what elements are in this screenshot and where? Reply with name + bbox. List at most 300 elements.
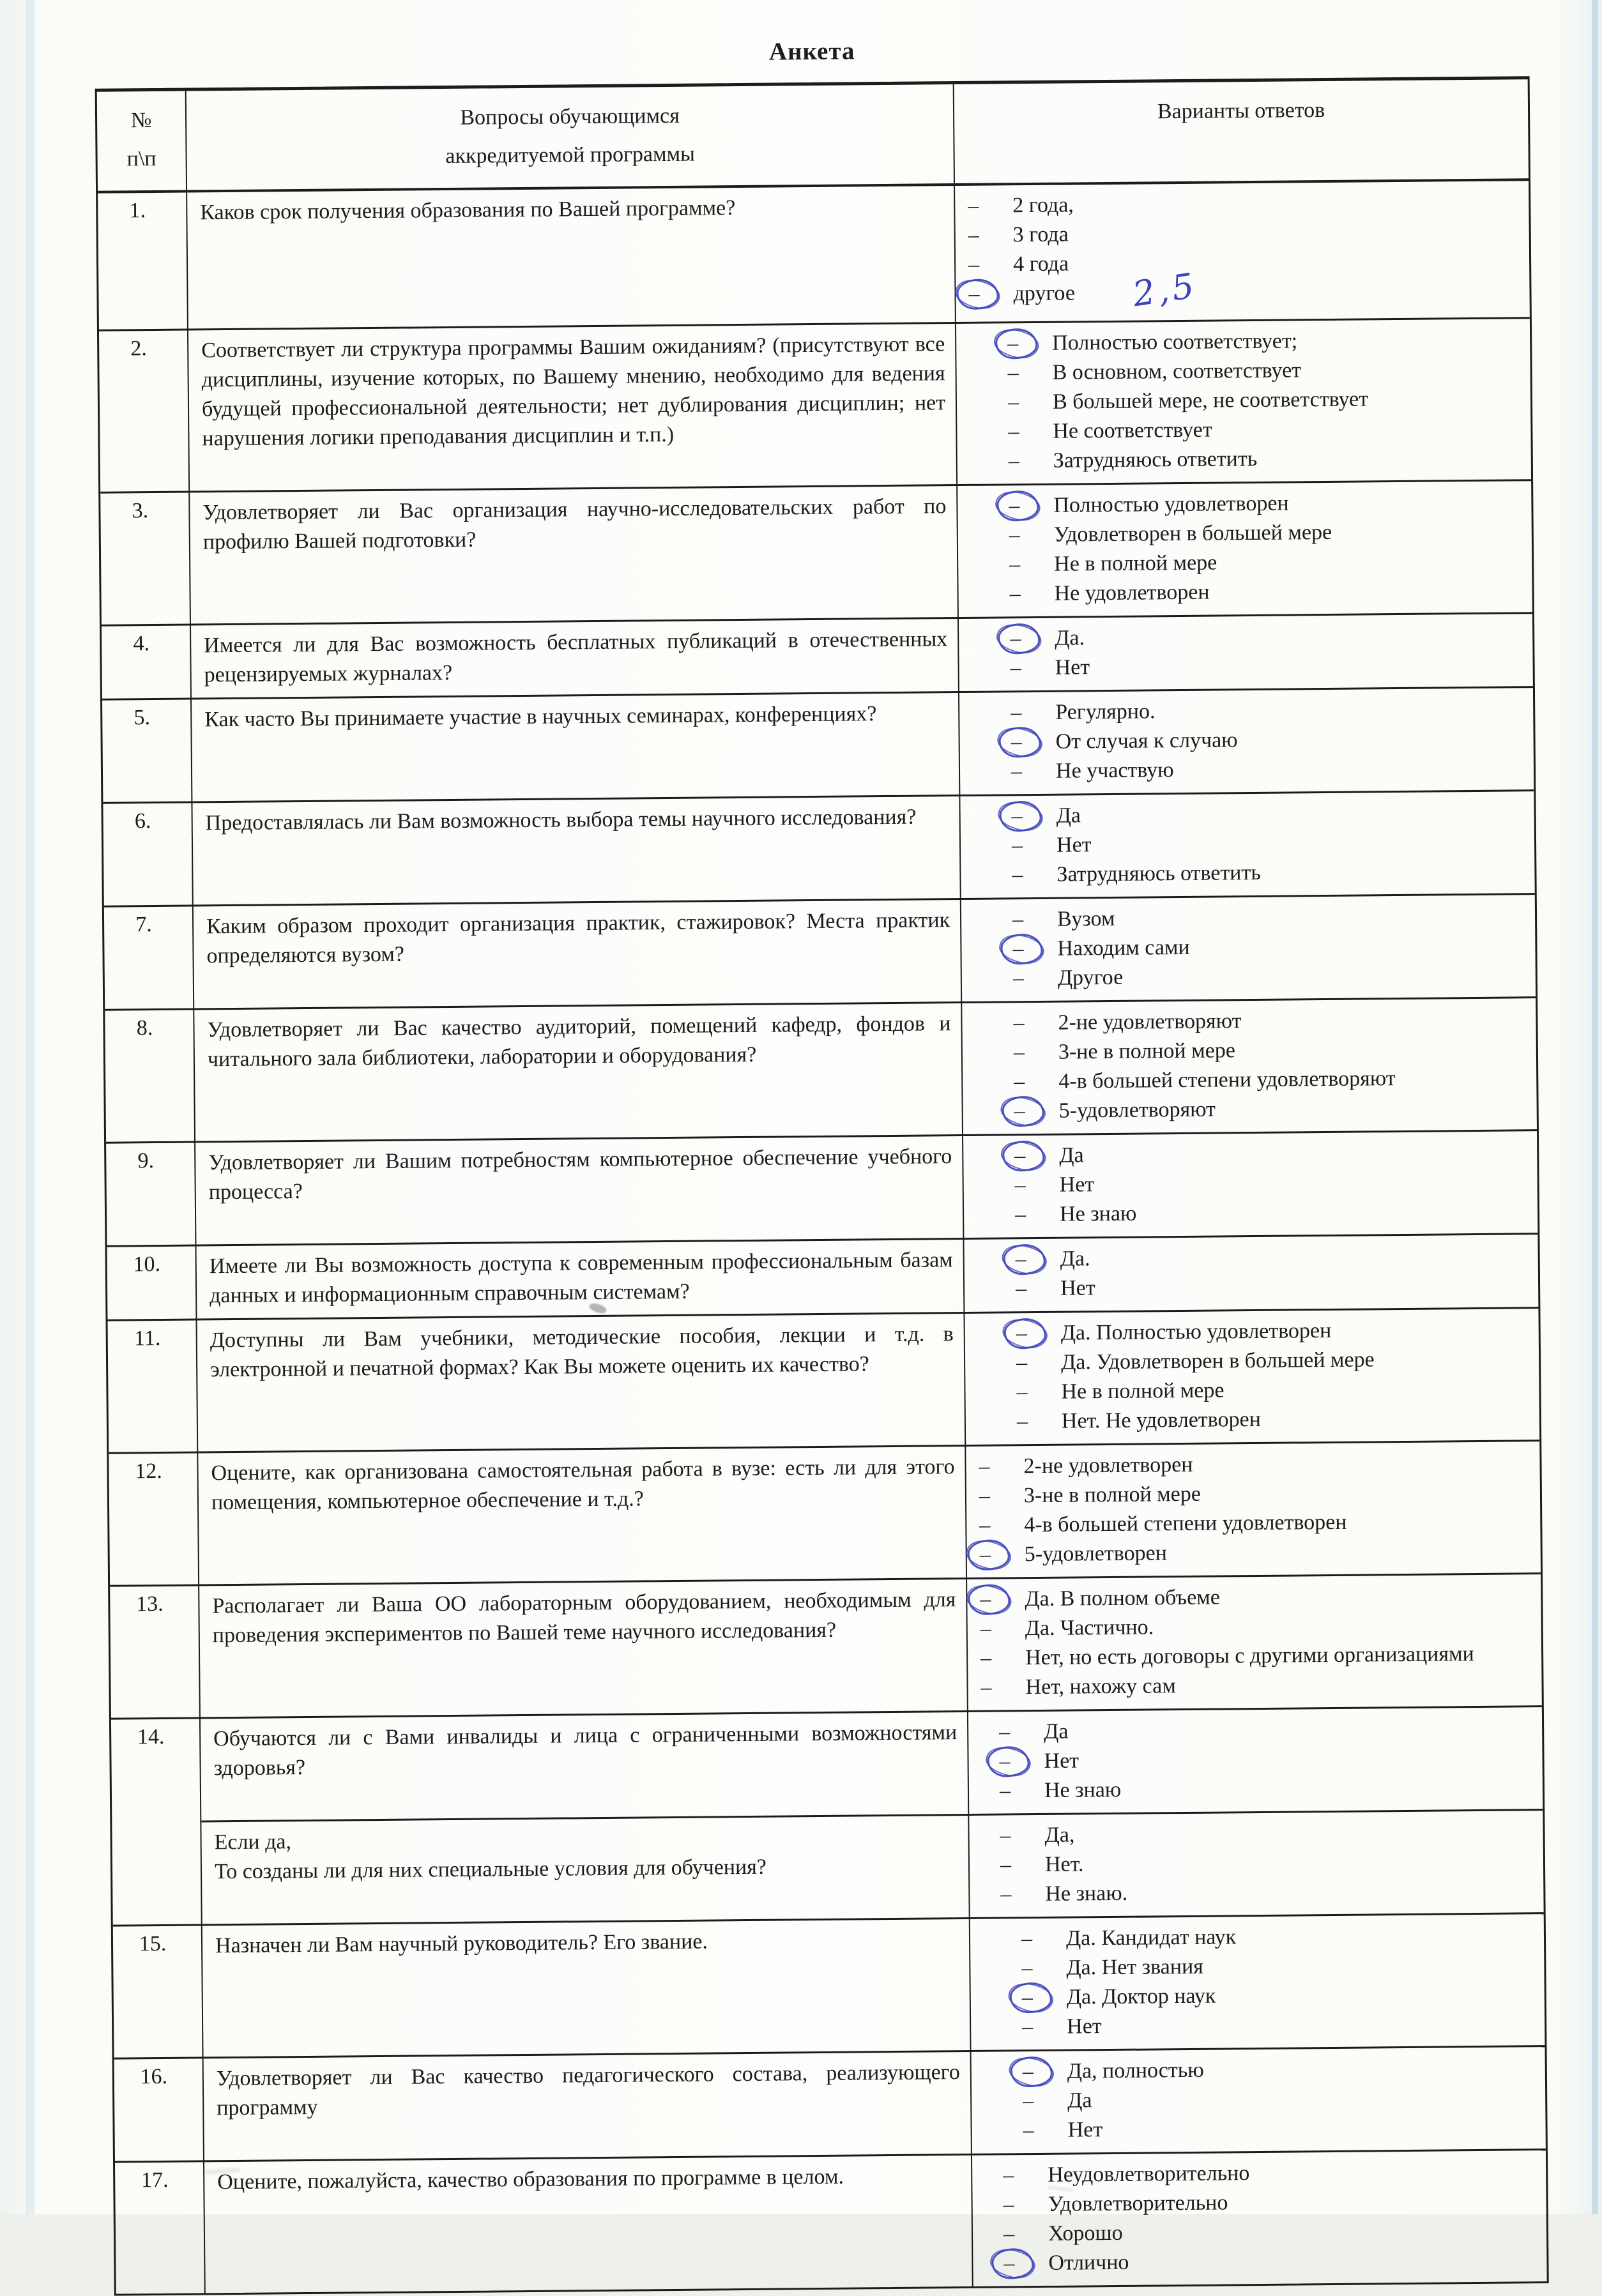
option-dash: [979, 1481, 1024, 1511]
table-row: [102, 688, 1534, 804]
row-number: 1.: [129, 199, 146, 223]
answer-option: [1016, 1240, 1533, 1274]
option-dash: [968, 220, 1013, 250]
answer-option: [1011, 752, 1529, 786]
row-number: 10.: [133, 1252, 161, 1277]
answer-option: [1011, 723, 1528, 757]
dash-glyph: –: [1007, 390, 1019, 414]
dash-glyph: –: [1012, 908, 1024, 932]
option-text: Не в полной мере: [1054, 551, 1217, 576]
row-number-cell: [115, 2162, 206, 2293]
option-dash: [1022, 1983, 1067, 2013]
option-text: Да.: [1060, 1247, 1090, 1271]
option-dash: [968, 250, 1013, 280]
table-row: [113, 1914, 1545, 2060]
row-number: 7.: [135, 913, 152, 937]
question-cell: [194, 1003, 963, 1143]
option-dash: [1008, 388, 1053, 418]
dash-glyph: –: [1011, 804, 1023, 828]
option-text: 2-не удовлетворяют: [1058, 1009, 1242, 1035]
answers-cell: [965, 1309, 1539, 1447]
answer-option: [968, 186, 1523, 221]
option-dash: [1023, 2057, 1067, 2087]
option-dash: [1014, 1067, 1058, 1097]
option-text: Хорошо: [1048, 2221, 1123, 2246]
table-row: [100, 481, 1532, 627]
dash-glyph: –: [980, 1587, 991, 1611]
option-text: Нет: [1055, 655, 1090, 680]
question-text: Удовлетворяет ли Вас качество аудиторий, помещений кафедр, фондов и читального зала библиотеки, лаборатории и оборудования?: [207, 1012, 951, 1072]
option-dash: [1014, 1038, 1058, 1068]
dash-glyph: –: [1007, 361, 1019, 385]
dash-glyph: –: [1014, 1099, 1025, 1123]
dash-glyph: –: [979, 1513, 991, 1537]
option-text: Не знаю.: [1045, 1881, 1128, 1906]
answer-option: [980, 1609, 1536, 1644]
option-dash: [1014, 1097, 1058, 1127]
table-row: [109, 1441, 1541, 1587]
option-text: Да. Доктор наук: [1066, 1984, 1216, 2009]
options-list: [955, 186, 1525, 314]
answer-option: [1014, 1137, 1532, 1171]
dash-glyph: –: [1016, 1351, 1028, 1375]
answer-option: [1009, 442, 1526, 476]
question-text: Обучаются ли с Вами инвалиды и лица с ограниченными возможностями здоровья?: [213, 1721, 957, 1781]
row-number-cell: [108, 1320, 199, 1454]
answer-option: [1016, 1270, 1533, 1304]
answer-option: [1022, 2008, 1539, 2042]
answers-cell: [957, 481, 1532, 619]
option-text: Отлично: [1048, 2250, 1129, 2275]
option-dash: [1016, 1245, 1060, 1275]
question-cell: [201, 1712, 969, 1822]
row-number-cell: [114, 2058, 204, 2163]
answer-option: [1007, 354, 1525, 388]
option-dash: [1021, 1954, 1066, 1984]
option-text: Удовлетворительно: [1048, 2191, 1228, 2216]
dash-glyph: –: [1014, 1173, 1026, 1197]
option-dash: [980, 1614, 1025, 1644]
answers-cell: [959, 614, 1533, 693]
table-row: [104, 895, 1536, 1011]
dash-glyph: –: [1010, 627, 1021, 651]
option-text: Удовлетворен в большей мере: [1053, 520, 1332, 547]
dash-glyph: –: [1016, 1321, 1027, 1346]
answers-cell: [956, 319, 1531, 486]
option-text: В большей мере, не соответствует: [1052, 387, 1369, 414]
option-dash: [1009, 579, 1054, 609]
options-list: [965, 1240, 1534, 1304]
options-list: [959, 694, 1529, 787]
answer-option: [1012, 930, 1530, 964]
table-row: [110, 1574, 1542, 1720]
answers-cell: [961, 895, 1536, 1003]
option-dash: [1012, 860, 1057, 890]
answer-option: [1021, 1920, 1539, 1954]
dash-glyph: –: [1009, 582, 1021, 606]
option-dash: [1009, 521, 1054, 551]
options-list: [972, 2053, 1541, 2146]
answer-option: [1016, 1344, 1534, 1378]
options-list: [962, 1004, 1532, 1127]
option-text: Не участвую: [1055, 758, 1174, 783]
option-dash: [1014, 1141, 1059, 1171]
answer-option: [1009, 545, 1527, 579]
option-text: Нет. Не удовлетворен: [1061, 1407, 1261, 1433]
option-text: Да,: [1044, 1823, 1075, 1847]
dash-glyph: –: [1023, 2118, 1034, 2143]
question-text: Удовлетворяет ли Вашим потребностям компьютерное обеспечение учебного процесса?: [208, 1144, 952, 1205]
option-dash: [1010, 624, 1055, 654]
dash-glyph: –: [968, 194, 979, 218]
dash-glyph: –: [979, 1454, 990, 1479]
option-text: Да.: [1055, 626, 1085, 650]
dash-glyph: –: [1014, 1070, 1025, 1094]
dash-glyph: –: [999, 1720, 1011, 1744]
answer-option: [968, 245, 1524, 280]
option-text: Да. Полностью удовлетворен: [1060, 1318, 1332, 1345]
option-dash: [1000, 1821, 1044, 1851]
answer-option: [1009, 487, 1526, 521]
answer-option: [1012, 901, 1530, 934]
dash-glyph: –: [1000, 1853, 1012, 1877]
question-cell: [188, 324, 957, 492]
options-list: [956, 324, 1526, 476]
option-dash: [1009, 491, 1053, 521]
option-text: Нет: [1067, 2118, 1103, 2142]
dash-glyph: –: [999, 1779, 1011, 1803]
question-cell: [199, 1579, 968, 1719]
answers-cell: [967, 1574, 1542, 1712]
table-header: [97, 79, 1529, 194]
option-text: 4-в большей степени удовлетворяют: [1058, 1067, 1396, 1093]
answer-option: [968, 265, 1524, 315]
dash-glyph: –: [1000, 1823, 1011, 1848]
row-number: 13.: [135, 1592, 164, 1616]
dash-glyph: –: [979, 1484, 991, 1508]
dash-glyph: –: [1000, 1882, 1012, 1906]
option-text: От случая к случаю: [1055, 728, 1238, 754]
option-text: Не знаю: [1059, 1201, 1137, 1226]
options-list: [972, 2156, 1542, 2279]
dash-glyph: –: [1008, 420, 1019, 444]
row-number: 4.: [133, 632, 150, 656]
options-list: [961, 901, 1530, 994]
dash-glyph: –: [980, 1646, 992, 1670]
option-dash: [1012, 831, 1057, 861]
option-text: Да: [1044, 1719, 1069, 1744]
answer-option: [1015, 1166, 1532, 1200]
row-number-cell: [99, 331, 190, 494]
table-row: [98, 181, 1530, 331]
option-text: 2 года,: [1012, 193, 1074, 218]
question-text: Назначен ли Вам научный руководитель? Его звание.: [215, 1929, 708, 1958]
answer-option: [1008, 413, 1525, 446]
answer-option: [999, 1713, 1537, 1747]
option-text: Неудовлетворительно: [1048, 2161, 1250, 2187]
option-dash: [979, 1510, 1024, 1540]
table-row: [108, 1309, 1540, 1454]
dash-glyph: –: [1015, 1247, 1026, 1272]
row-number-cell: [104, 907, 194, 1011]
header-cell-answers: Варианты ответов: [954, 79, 1529, 186]
question-cell: [195, 1136, 964, 1246]
dash-glyph: –: [1021, 1956, 1033, 1980]
option-dash: [1012, 934, 1057, 964]
option-text: Нет, нахожу сам: [1025, 1674, 1176, 1699]
options-list: [970, 1920, 1540, 2042]
answer-option: [980, 1639, 1536, 1673]
dash-glyph: –: [968, 282, 980, 306]
options-list: [969, 1816, 1538, 1910]
dash-glyph: –: [980, 1675, 992, 1699]
answer-option: [1012, 856, 1529, 890]
row-number: 8.: [136, 1016, 153, 1040]
dash-glyph: –: [1009, 494, 1020, 518]
row-number: 15.: [139, 1931, 167, 1956]
options-list: [965, 1314, 1535, 1437]
dash-glyph: –: [1013, 1011, 1025, 1035]
answer-option: [1003, 2244, 1541, 2278]
answer-option: [1023, 2111, 1540, 2145]
dash-glyph: –: [968, 252, 980, 277]
row-number-cell: [113, 1926, 204, 2059]
option-text: 3 года: [1012, 222, 1069, 247]
option-text: другое: [1013, 281, 1076, 306]
question-cell: [191, 619, 959, 699]
table-row: [115, 2150, 1547, 2294]
answer-option: [1003, 2186, 1541, 2219]
dash-glyph: –: [1010, 656, 1021, 680]
row-number: 9.: [137, 1149, 155, 1173]
option-text: 4 года: [1012, 252, 1069, 277]
answer-option: [1010, 620, 1527, 653]
answers-cell: [963, 1131, 1537, 1240]
row-number: 11.: [134, 1326, 161, 1351]
option-dash: [980, 1643, 1025, 1673]
option-text: Нет: [1060, 1276, 1095, 1300]
question-cell: [192, 796, 961, 906]
option-text: Полностью удовлетворен: [1053, 491, 1289, 517]
option-dash: [1016, 1319, 1061, 1349]
header-cell-questions: Вопросы обучающимся аккредитуемой программы: [187, 84, 955, 192]
dash-glyph: –: [1007, 331, 1019, 356]
row-number-cell: [106, 1143, 196, 1247]
dash-glyph: –: [1003, 2222, 1015, 2246]
row-number-cell: [109, 1453, 199, 1586]
option-dash: [979, 1452, 1023, 1482]
dash-glyph: –: [1003, 2163, 1014, 2187]
option-text: Не удовлетворен: [1054, 580, 1210, 605]
option-text: Да, полностью: [1067, 2058, 1204, 2083]
option-dash: [1011, 727, 1055, 757]
question-cell: [198, 1447, 967, 1586]
table-row: [102, 614, 1533, 701]
option-dash: [1008, 417, 1053, 447]
answers-cell: [962, 998, 1537, 1136]
handwritten-note: 2,5: [1130, 265, 1200, 315]
answer-option: [1023, 2053, 1540, 2087]
table-row: [103, 791, 1534, 908]
dash-glyph: –: [979, 1542, 991, 1567]
option-dash: [1013, 964, 1058, 994]
option-text: Да. Нет звания: [1066, 1954, 1204, 1980]
option-dash: [1000, 1850, 1045, 1880]
answer-option: [1016, 1373, 1534, 1407]
question-text: Имеете ли Вы возможность доступа к современным профессиональным базам данных и информационным справочным системам?: [209, 1248, 953, 1308]
options-list: [957, 487, 1527, 609]
row-number: 12.: [135, 1459, 162, 1484]
dash-glyph: –: [980, 1616, 991, 1641]
dash-glyph: –: [1011, 701, 1022, 725]
answer-option: [999, 1742, 1537, 1776]
answer-option: [968, 216, 1524, 250]
option-dash: [1009, 446, 1053, 476]
option-dash: [1011, 698, 1055, 728]
answer-option: [1017, 1403, 1534, 1436]
dash-glyph: –: [1011, 833, 1023, 858]
option-dash: [1017, 1407, 1062, 1437]
answers-cell: [959, 688, 1534, 796]
option-text: Не знаю: [1044, 1777, 1122, 1802]
dash-glyph: –: [1012, 937, 1024, 961]
option-dash: [1015, 1200, 1060, 1230]
option-text: 5-удовлетворяют: [1058, 1097, 1216, 1123]
answer-option: [1000, 1846, 1538, 1880]
question-text: Каков срок получения образования по Вашей программе?: [200, 196, 736, 225]
dash-glyph: –: [1022, 2060, 1034, 2084]
dash-glyph: –: [1011, 759, 1023, 784]
dash-glyph: –: [1022, 2015, 1034, 2039]
row-number-cell: [110, 1586, 201, 1719]
question-text: Доступны ли Вам учебники, методические пособия, лекции и т.д. в электронной и печатной формах? Как Вы можете оценить их качество?: [210, 1322, 954, 1382]
option-dash: [980, 1585, 1025, 1615]
scan-edge-artifact-right: [1592, 0, 1598, 2214]
option-dash: [968, 279, 1013, 309]
dash-glyph: –: [1012, 863, 1023, 887]
dash-glyph: –: [1009, 523, 1020, 547]
table-row: [99, 319, 1531, 494]
row-number-cell: [102, 700, 192, 804]
question-text: Соответствует ли структура программы Вашим ожиданиям? (присутствуют все дисциплины, изучение которых, по Вашему мнению, необходимо для ведения будущей профессиональной деятельности; нет дублирования дисциплин; нет нарушения логики преподавания дисциплин и т.п.): [201, 332, 946, 451]
dash-glyph: –: [1003, 2193, 1014, 2217]
dash-glyph: –: [1014, 1144, 1026, 1168]
answer-option: [1015, 1196, 1532, 1229]
option-dash: [1016, 1274, 1060, 1304]
dash-glyph: –: [1016, 1410, 1028, 1434]
answer-option: [1023, 2082, 1540, 2116]
option-text: Да: [1059, 1143, 1084, 1167]
option-text: 5-удовлетворен: [1024, 1541, 1168, 1567]
header-cell-number: № п\п: [97, 91, 187, 194]
dash-glyph: –: [1023, 2089, 1034, 2113]
options-list: [968, 1713, 1537, 1806]
option-dash: [1022, 2012, 1067, 2042]
option-dash: [1013, 1008, 1058, 1038]
option-text: Вузом: [1057, 906, 1115, 931]
option-text: Регулярно.: [1055, 699, 1156, 724]
table-row: [106, 1131, 1537, 1247]
option-text: Да: [1067, 2088, 1092, 2113]
question-text: Каким образом проходит организация практик, стажировок? Места практик определяются вузом?: [206, 908, 950, 968]
answers-cell: [969, 1811, 1543, 1919]
answer-option: [979, 1506, 1535, 1540]
row-number: 5.: [134, 706, 151, 730]
answers-cell: [966, 1441, 1541, 1579]
answer-option: [1003, 2215, 1541, 2249]
option-text: 3-не в полной мере: [1023, 1482, 1202, 1508]
row-number-cell: [102, 626, 192, 701]
answer-option: [1011, 694, 1528, 727]
answer-option: [1003, 2156, 1541, 2190]
option-text: Находим сами: [1057, 935, 1190, 961]
question-cell: [204, 2155, 973, 2293]
question-text: Если да, То созданы ли для них специальные условия для обучения?: [214, 1830, 767, 1884]
row-number: 16.: [140, 2064, 168, 2089]
dash-glyph: –: [1003, 2251, 1015, 2276]
option-text: Затрудняюсь ответить: [1053, 446, 1258, 473]
options-list: [960, 797, 1529, 890]
option-dash: [980, 1540, 1025, 1570]
option-text: Нет: [1067, 2014, 1102, 2039]
document-content: [95, 31, 1549, 2295]
questionnaire-table: [95, 76, 1549, 2295]
question-cell: [204, 2052, 972, 2162]
answer-option: [1000, 1772, 1537, 1806]
dash-glyph: –: [1013, 1040, 1025, 1065]
answer-option: [1013, 1004, 1530, 1038]
answer-option: [1008, 383, 1525, 417]
option-text: Не соответствует: [1053, 418, 1212, 443]
option-text: Затрудняюсь ответить: [1057, 860, 1261, 886]
option-dash: [1015, 1171, 1060, 1201]
option-text: Да: [1056, 803, 1081, 828]
answers-cell: [955, 181, 1530, 324]
question-text: Удовлетворяет ли Вас организация научно-исследовательских работ по профилю Вашей подготовки?: [202, 494, 947, 554]
answer-option: [1000, 1875, 1538, 1909]
option-dash: [1023, 2116, 1067, 2146]
option-dash: [1016, 1378, 1061, 1408]
question-cell: [202, 1919, 972, 2058]
row-number-cell: [103, 803, 193, 908]
header-row: [97, 79, 1529, 194]
options-list: [959, 620, 1528, 683]
answer-option: [979, 1477, 1535, 1511]
row-number: 14.: [137, 1724, 165, 1749]
question-cell: [197, 1314, 966, 1453]
table-row: [111, 1707, 1543, 1823]
option-text: Да. В полном объеме: [1025, 1585, 1220, 1611]
options-list: [966, 1447, 1536, 1570]
option-dash: [1003, 2249, 1048, 2279]
answer-option: [1009, 516, 1527, 550]
options-list: [967, 1580, 1537, 1703]
answer-option: [1014, 1092, 1531, 1126]
question-cell: [187, 186, 956, 330]
answer-option: [979, 1447, 1534, 1482]
row-number-cell: [98, 193, 188, 331]
row-number-cell: [107, 1246, 197, 1321]
dash-glyph: –: [1011, 730, 1022, 754]
option-dash: [1003, 2190, 1048, 2220]
question-text: Предоставлялась ли Вам возможность выбора темы научного исследования?: [205, 805, 917, 835]
option-dash: [1011, 757, 1056, 787]
question-cell: [190, 486, 959, 625]
question-text: Оцените, пожалуйста, качество образования по программе в целом.: [217, 2164, 844, 2194]
question-text: Имеется ли для Вас возможность бесплатных публикаций в отечественных рецензируемых журналах?: [204, 627, 948, 687]
dash-glyph: –: [1014, 1203, 1026, 1227]
question-cell: [201, 1816, 970, 1926]
